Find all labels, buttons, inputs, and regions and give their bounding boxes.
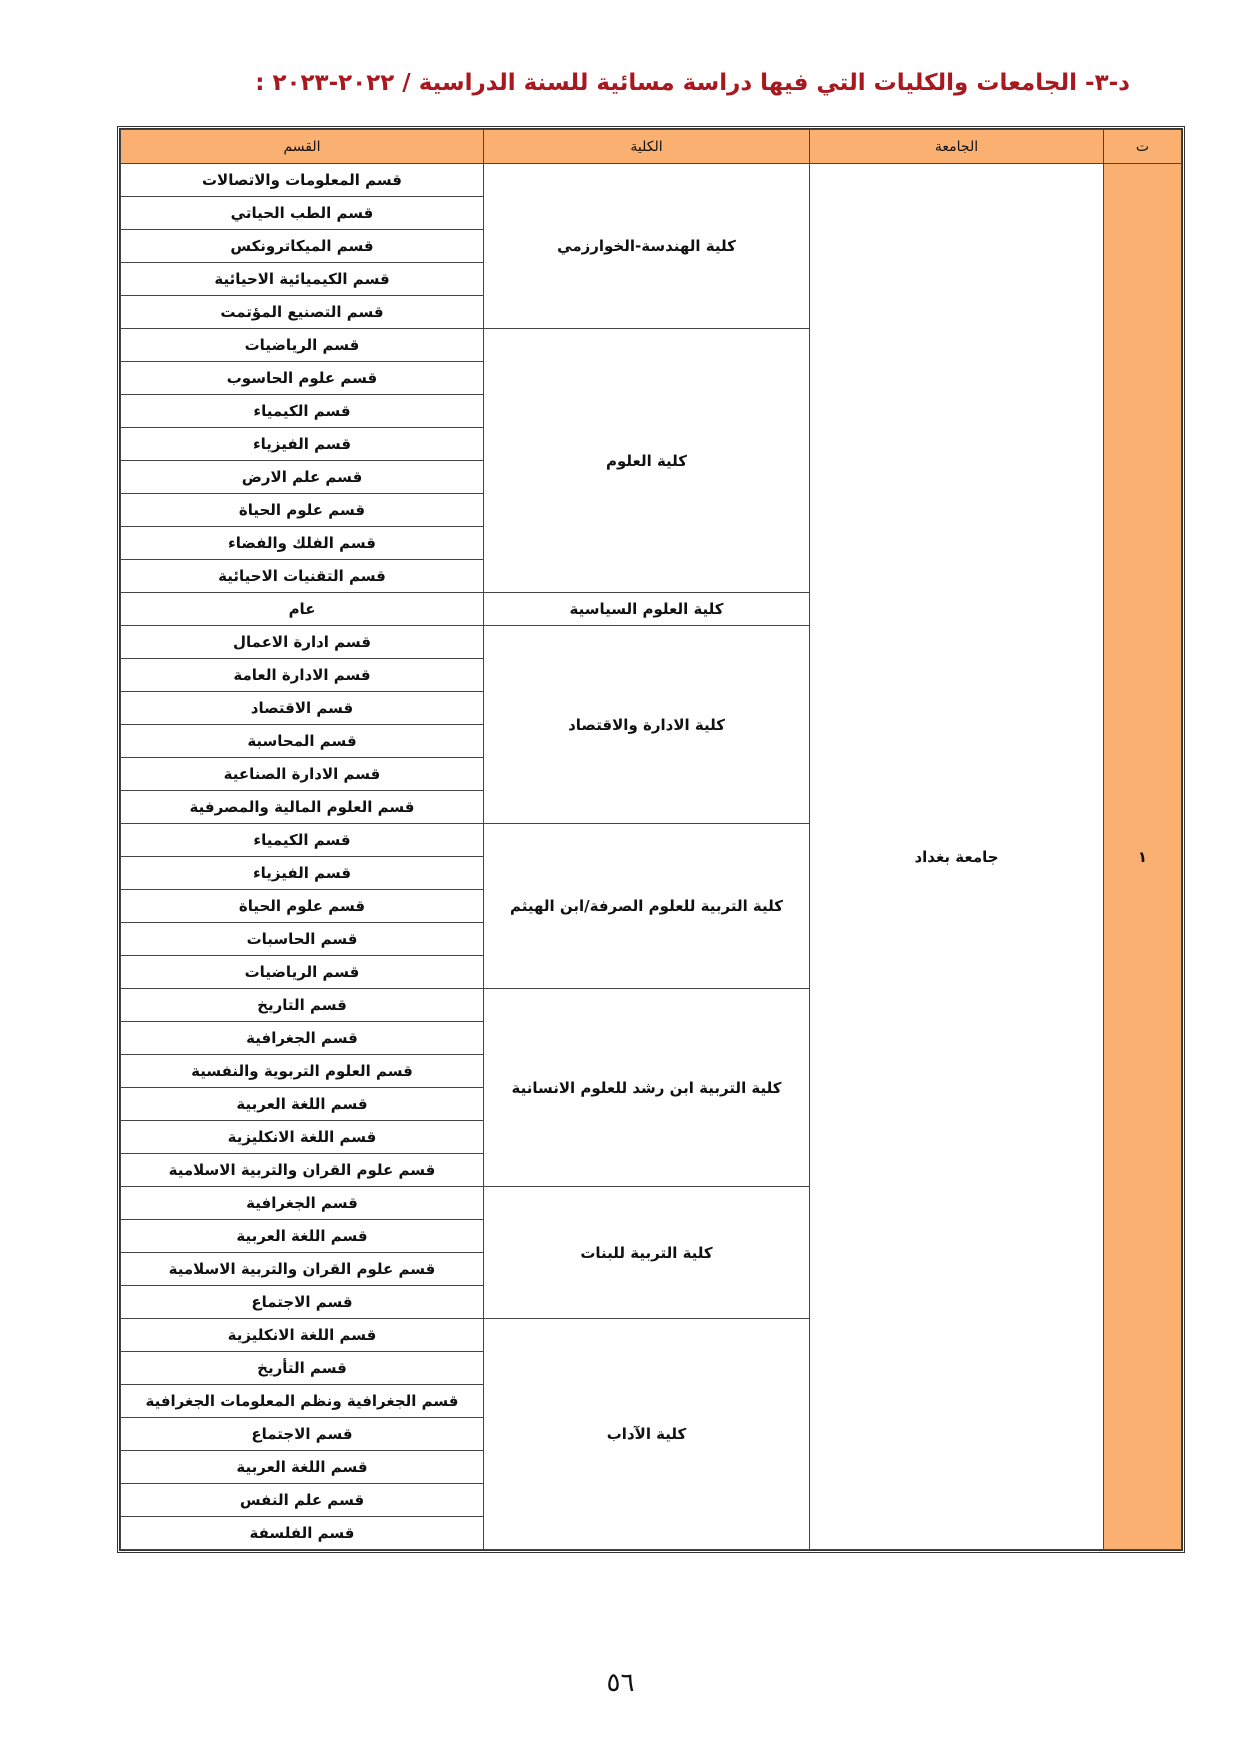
department-cell: عام	[121, 593, 484, 626]
college-cell: كلية الآداب	[484, 1319, 810, 1550]
department-cell: قسم الكيمياء	[121, 824, 484, 857]
college-cell: كلية التربية ابن رشد للعلوم الانسانية	[484, 989, 810, 1187]
colleges-table-frame	[117, 126, 1185, 1553]
page-title: د-٣- الجامعات والكليات التي فيها دراسة مسائية للسنة الدراسية / ٢٠٢٢-٢٠٢٣ :	[255, 70, 1130, 96]
header-department: القسم	[121, 130, 484, 164]
college-cell: كلية التربية للبنات	[484, 1187, 810, 1319]
college-cell: كلية التربية للعلوم الصرفة/ابن الهيثم	[484, 824, 810, 989]
department-cell: قسم علوم القران والتربية الاسلامية	[121, 1253, 484, 1286]
college-cell: كلية الادارة والاقتصاد	[484, 626, 810, 824]
department-cell: قسم التقنيات الاحيائية	[121, 560, 484, 593]
department-cell: قسم الميكاترونكس	[121, 230, 484, 263]
department-cell: قسم الفيزياء	[121, 428, 484, 461]
department-cell: قسم الاجتماع	[121, 1286, 484, 1319]
department-cell: قسم التاريخ	[121, 989, 484, 1022]
college-cell: كلية العلوم السياسية	[484, 593, 810, 626]
department-cell: قسم علوم القران والتربية الاسلامية	[121, 1154, 484, 1187]
department-cell: قسم الفلك والفضاء	[121, 527, 484, 560]
department-cell: قسم الادارة العامة	[121, 659, 484, 692]
department-cell: قسم الجغرافية	[121, 1022, 484, 1055]
department-cell: قسم الفيزياء	[121, 857, 484, 890]
department-cell: قسم الحاسبات	[121, 923, 484, 956]
department-cell: قسم التأريخ	[121, 1352, 484, 1385]
department-cell: قسم علم النفس	[121, 1484, 484, 1517]
page-number: ٥٦	[606, 1668, 635, 1698]
department-cell: قسم الرياضيات	[121, 329, 484, 362]
department-cell: قسم الادارة الصناعية	[121, 758, 484, 791]
table-body	[121, 164, 1182, 1550]
department-cell: قسم العلوم المالية والمصرفية	[121, 791, 484, 824]
department-cell: قسم علم الارض	[121, 461, 484, 494]
department-cell: قسم اللغة العربية	[121, 1220, 484, 1253]
table-header-row	[121, 130, 1182, 164]
department-cell: قسم الطب الحياتي	[121, 197, 484, 230]
college-cell: كلية العلوم	[484, 329, 810, 593]
header-number: ت	[1104, 130, 1182, 164]
department-cell: قسم علوم الحاسوب	[121, 362, 484, 395]
colleges-table	[120, 129, 1182, 1550]
header-college: الكلية	[484, 130, 810, 164]
department-cell: قسم ادارة الاعمال	[121, 626, 484, 659]
department-cell: قسم المحاسبة	[121, 725, 484, 758]
table-row	[121, 164, 1182, 197]
department-cell: قسم اللغة الانكليزية	[121, 1319, 484, 1352]
department-cell: قسم الرياضيات	[121, 956, 484, 989]
department-cell: قسم اللغة الانكليزية	[121, 1121, 484, 1154]
header-university: الجامعة	[810, 130, 1104, 164]
department-cell: قسم التصنيع المؤتمت	[121, 296, 484, 329]
department-cell: قسم العلوم التربوية والنفسية	[121, 1055, 484, 1088]
college-cell: كلية الهندسة-الخوارزمي	[484, 164, 810, 329]
department-cell: قسم الاقتصاد	[121, 692, 484, 725]
department-cell: قسم الاجتماع	[121, 1418, 484, 1451]
department-cell: قسم المعلومات والاتصالات	[121, 164, 484, 197]
university-cell: جامعة بغداد	[810, 164, 1104, 1550]
department-cell: قسم الكيميائية الاحيائية	[121, 263, 484, 296]
department-cell: قسم اللغة العربية	[121, 1451, 484, 1484]
department-cell: قسم الجغرافية	[121, 1187, 484, 1220]
department-cell: قسم الجغرافية ونظم المعلومات الجغرافية	[121, 1385, 484, 1418]
department-cell: قسم اللغة العربية	[121, 1088, 484, 1121]
department-cell: قسم علوم الحياة	[121, 494, 484, 527]
department-cell: قسم الفلسفة	[121, 1517, 484, 1550]
department-cell: قسم علوم الحياة	[121, 890, 484, 923]
row-number-cell: ١	[1104, 164, 1182, 1550]
department-cell: قسم الكيمياء	[121, 395, 484, 428]
